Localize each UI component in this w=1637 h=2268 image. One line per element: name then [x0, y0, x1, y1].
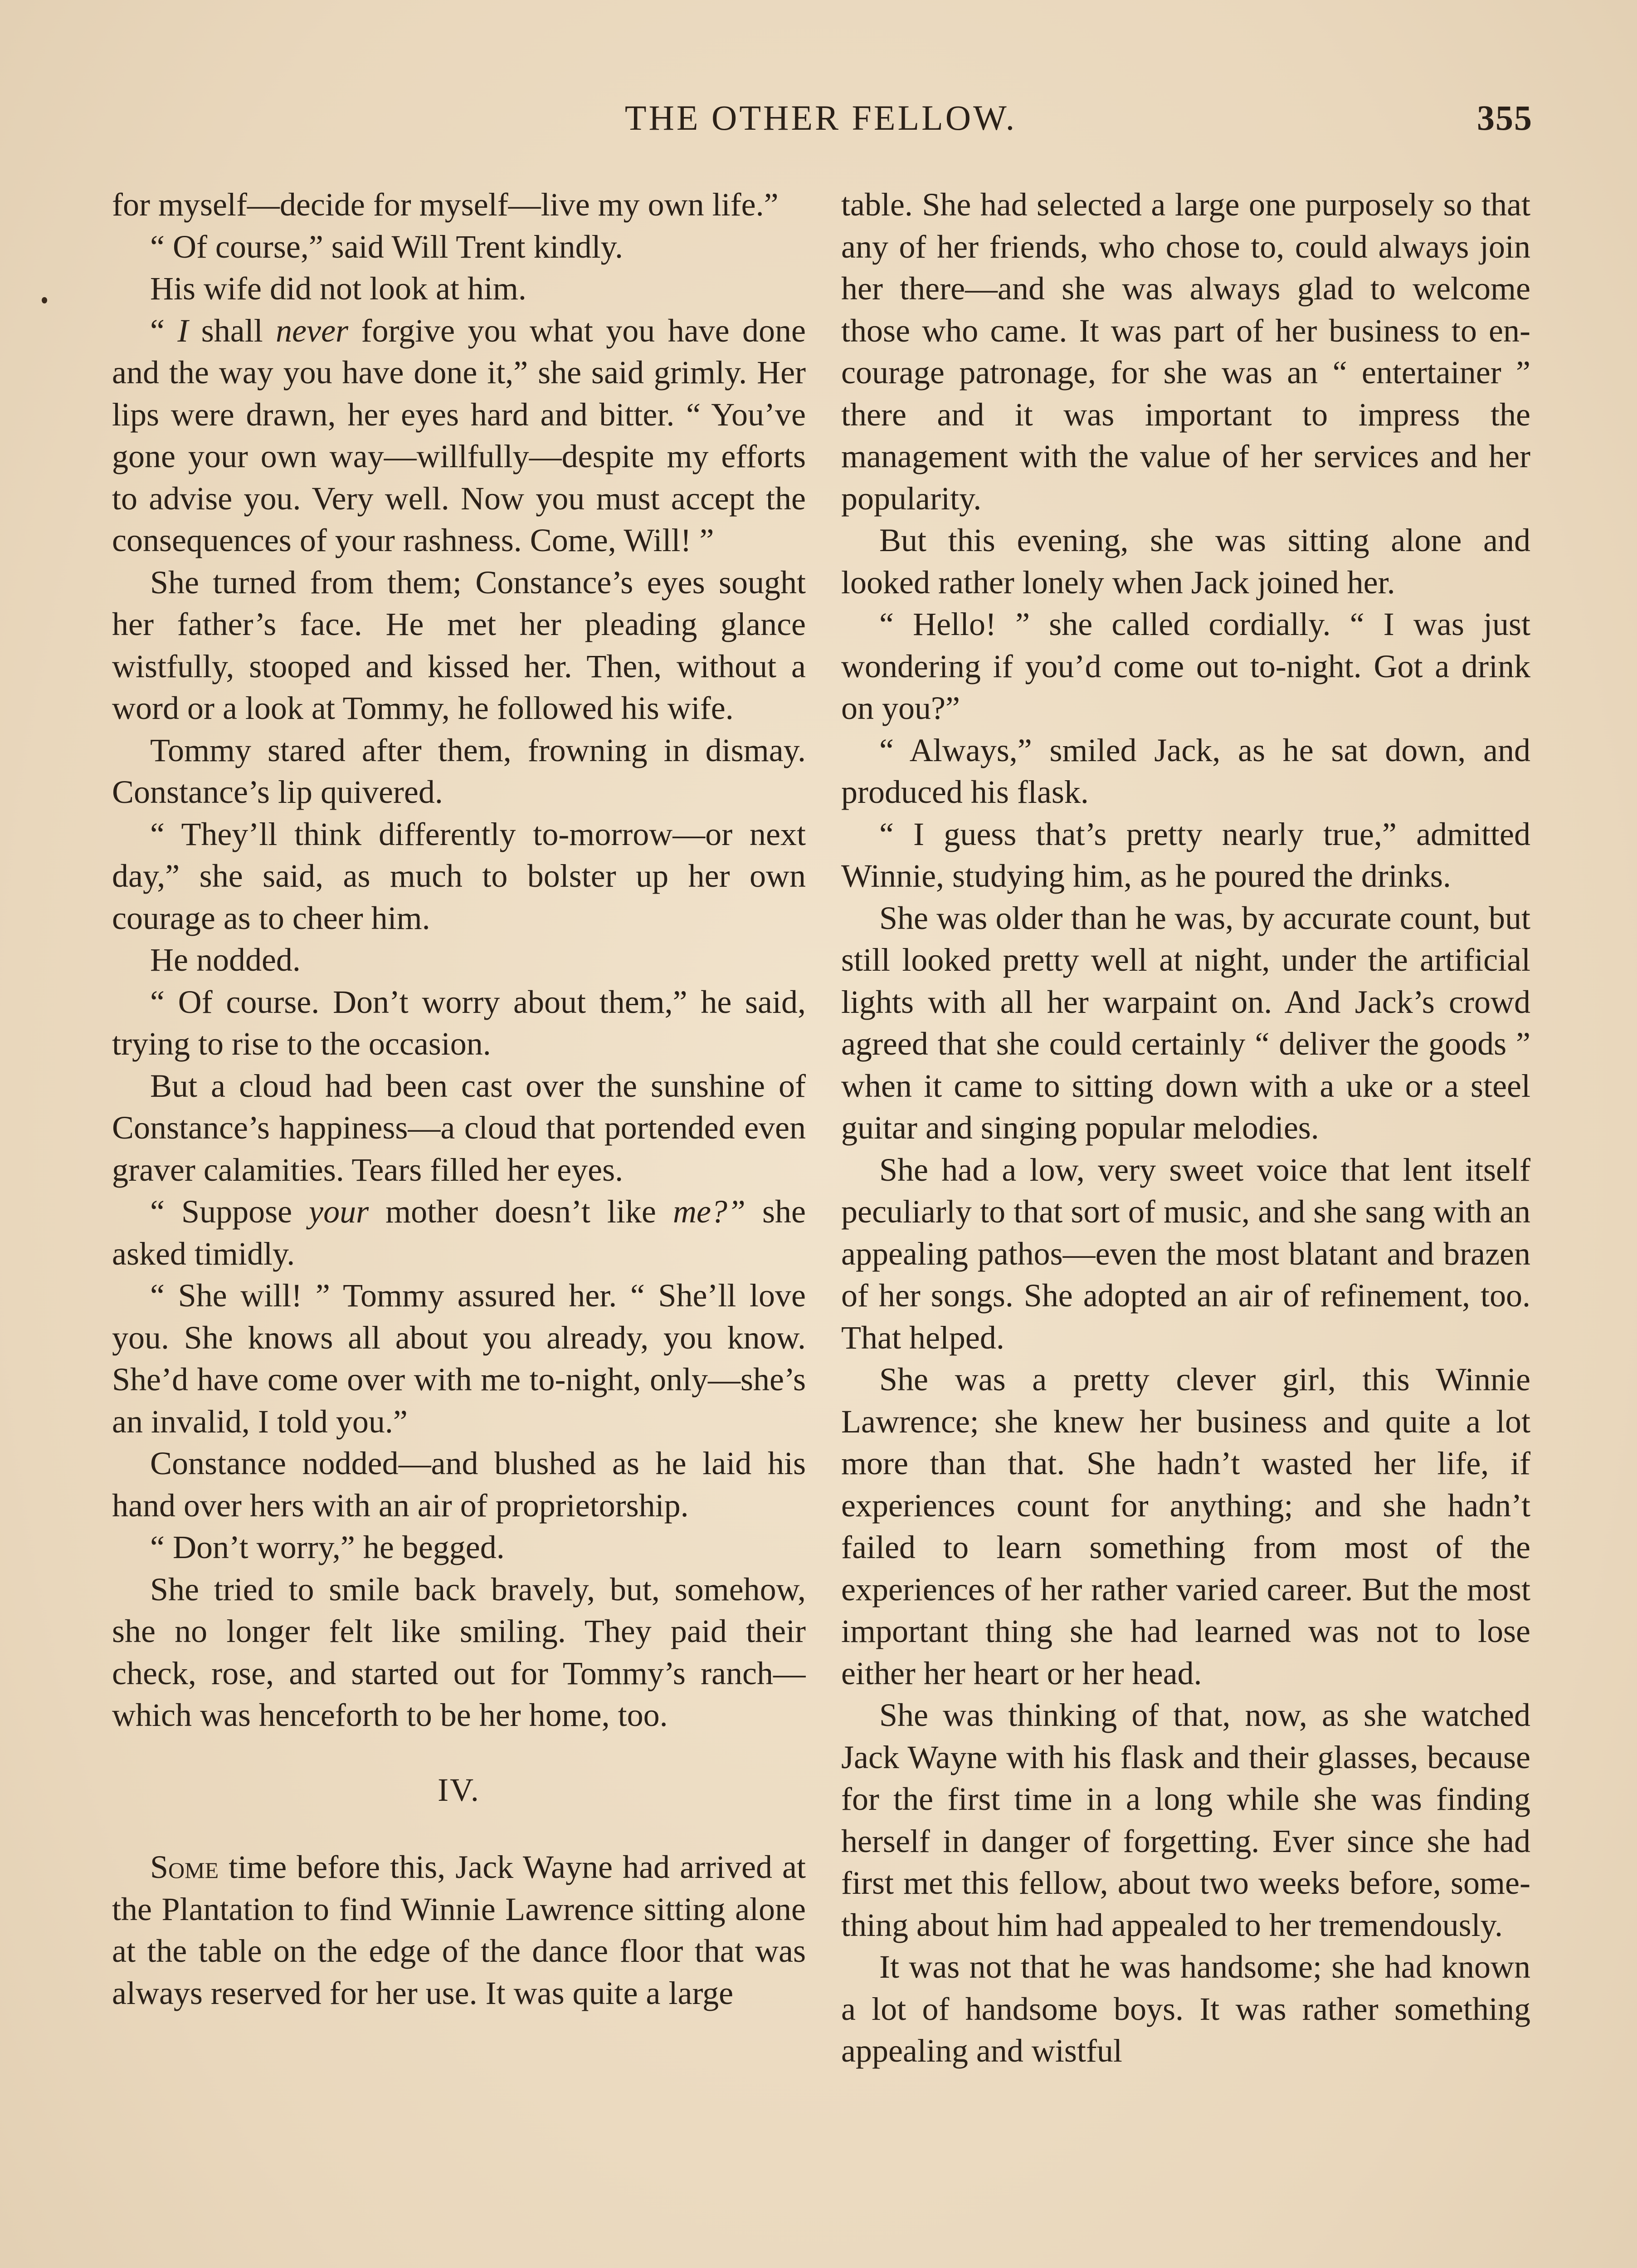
- paragraph: [112, 310, 806, 562]
- paragraph: “ Always,” smiled Jack, as he sat down, and produced his flask.: [841, 732, 1530, 810]
- paragraph: Tommy stared after them, frowning in dismay. Constance’s lip quivered.: [112, 732, 806, 810]
- paragraph: “ Hello! ” she called cordially. “ I was just wondering if you’d come out to-night. Got a drink on you?”: [841, 606, 1530, 726]
- paragraph: She was thinking of that, now, as she watched Jack Wayne with his flask and their glasses, because for the first time in a long while she was finding herself in danger of forgetting. Ever since she had first met this fellow, about two weeks before, something about him had appealed to her tremendously.: [841, 1697, 1530, 1943]
- emphasis: never: [276, 312, 349, 349]
- paragraph: “ Of course. Don’t worry about them,” he said, trying to rise to the occasion.: [112, 983, 806, 1062]
- paragraph: “ She will! ” Tommy assured her. “ She’ll love you. She knows all about you already, you know. She’d have come over with me to-night, only—she’s an invalid, I told you.”: [112, 1277, 806, 1440]
- paragraph: [112, 1846, 806, 2014]
- text-run: “ Suppose: [150, 1193, 309, 1230]
- paragraph: table. She had selected a large one purposely so that any of her friends, who chose to, could always join her there—and she was always glad to welcome those who came. It was part of her business to encourage patronage, for she was an “ entertainer ” there and it was important to impress the management with the value of her services and her popularity.: [841, 186, 1530, 517]
- running-title: THE OTHER FELLOW.: [624, 98, 1017, 137]
- lead-in-small-caps: Some: [150, 1849, 219, 1885]
- paragraph: Constance nodded—and blushed as he laid his hand over hers with an air of proprietorship.: [112, 1445, 806, 1524]
- right-column: [841, 184, 1530, 2268]
- left-column: [112, 184, 806, 2268]
- paragraph: [112, 1191, 806, 1275]
- paragraph: “ Of course,” said Will Trent kindly.: [150, 228, 623, 265]
- paragraph: She was older than he was, by accurate count, but still looked pretty well at night, under the artificial lights with all her warpaint on. And Jack’s crowd agreed that she could certainly “ deliver the goods ” when it came to sitting down with a uke or a steel guitar and singing popular melodies.: [841, 899, 1530, 1146]
- paragraph: His wife did not look at him.: [150, 270, 526, 307]
- text-run: time before this, Jack Wayne had arrived at the Plantation to find Winnie Lawrence sitting alone at the table on the edge of the dance floor that was always reserved for her use. It was quite a large: [112, 1849, 806, 2011]
- emphasis: I: [177, 312, 189, 349]
- paragraph: She was a pretty clever girl, this Winnie Lawrence; she knew her business and quite a lot more than that. She hadn’t wasted her life, if experiences count for anything; and she hadn’t failed to learn something from most of the experiences of her rather varied career. But the most important thing she had learned was not to lose either her heart or her head.: [841, 1361, 1530, 1691]
- text-run: forgive you what you have done and the way you have done it,” she said grimly. Her lips were drawn, her eyes hard and bitter. “ You’ve gone your own way—willfully—despite my efforts to advise you. Very well. Now you must accept the consequences of your rashness. Come, Will! ”: [112, 312, 806, 558]
- text-run: mother doesn’t like: [369, 1193, 673, 1230]
- paragraph: She turned from them; Constance’s eyes sought her father’s face. He met her pleading glance wistfully, stooped and kissed her. Then, without a word or a look at Tommy, he followed his wife.: [112, 564, 806, 726]
- paragraph: But this evening, she was sitting alone and looked rather lonely when Jack joined her.: [841, 522, 1530, 601]
- paragraph: “ They’ll think differently to-morrow—or next day,” she said, as much to bolster up her own courage as to cheer him.: [112, 816, 806, 936]
- paragraph: “ Don’t worry,” he begged.: [150, 1529, 505, 1565]
- text-run: “: [150, 312, 178, 349]
- page-header: [109, 98, 1533, 152]
- paragraph: “ I guess that’s pretty nearly true,” admitted Winnie, studying him, as he poured the drinks.: [841, 816, 1530, 894]
- text-run: shall: [188, 312, 276, 349]
- text-run: she asked timidly.: [112, 1193, 806, 1272]
- paragraph: It was not that he was handsome; she had known a lot of handsome boys. It was rather something appealing and wistful: [841, 1949, 1530, 2069]
- section-heading: IV.: [438, 1771, 480, 1808]
- emphasis: your: [309, 1193, 369, 1230]
- paragraph: But a cloud had been cast over the sunshine of Constance’s happiness—a cloud that portended even graver calamities. Tears filled her eyes.: [112, 1067, 806, 1188]
- page-number: 355: [1477, 98, 1533, 137]
- emphasis: me?”: [672, 1193, 745, 1230]
- paragraph: for myself—decide for myself—live my own life.”: [112, 186, 779, 223]
- paragraph: He nodded.: [150, 942, 301, 978]
- ink-speck: [42, 297, 47, 303]
- paragraph: She had a low, very sweet voice that lent itself peculiarly to that sort of music, and she sang with an appealing pathos—even the most blatant and brazen of her songs. She adopted an air of refinement, too. That helped.: [841, 1151, 1530, 1356]
- paragraph: She tried to smile back bravely, but, somehow, she no longer felt like smiling. They paid their check, rose, and started out for Tommy’s ranch—which was henceforth to be her home, too.: [112, 1571, 806, 1733]
